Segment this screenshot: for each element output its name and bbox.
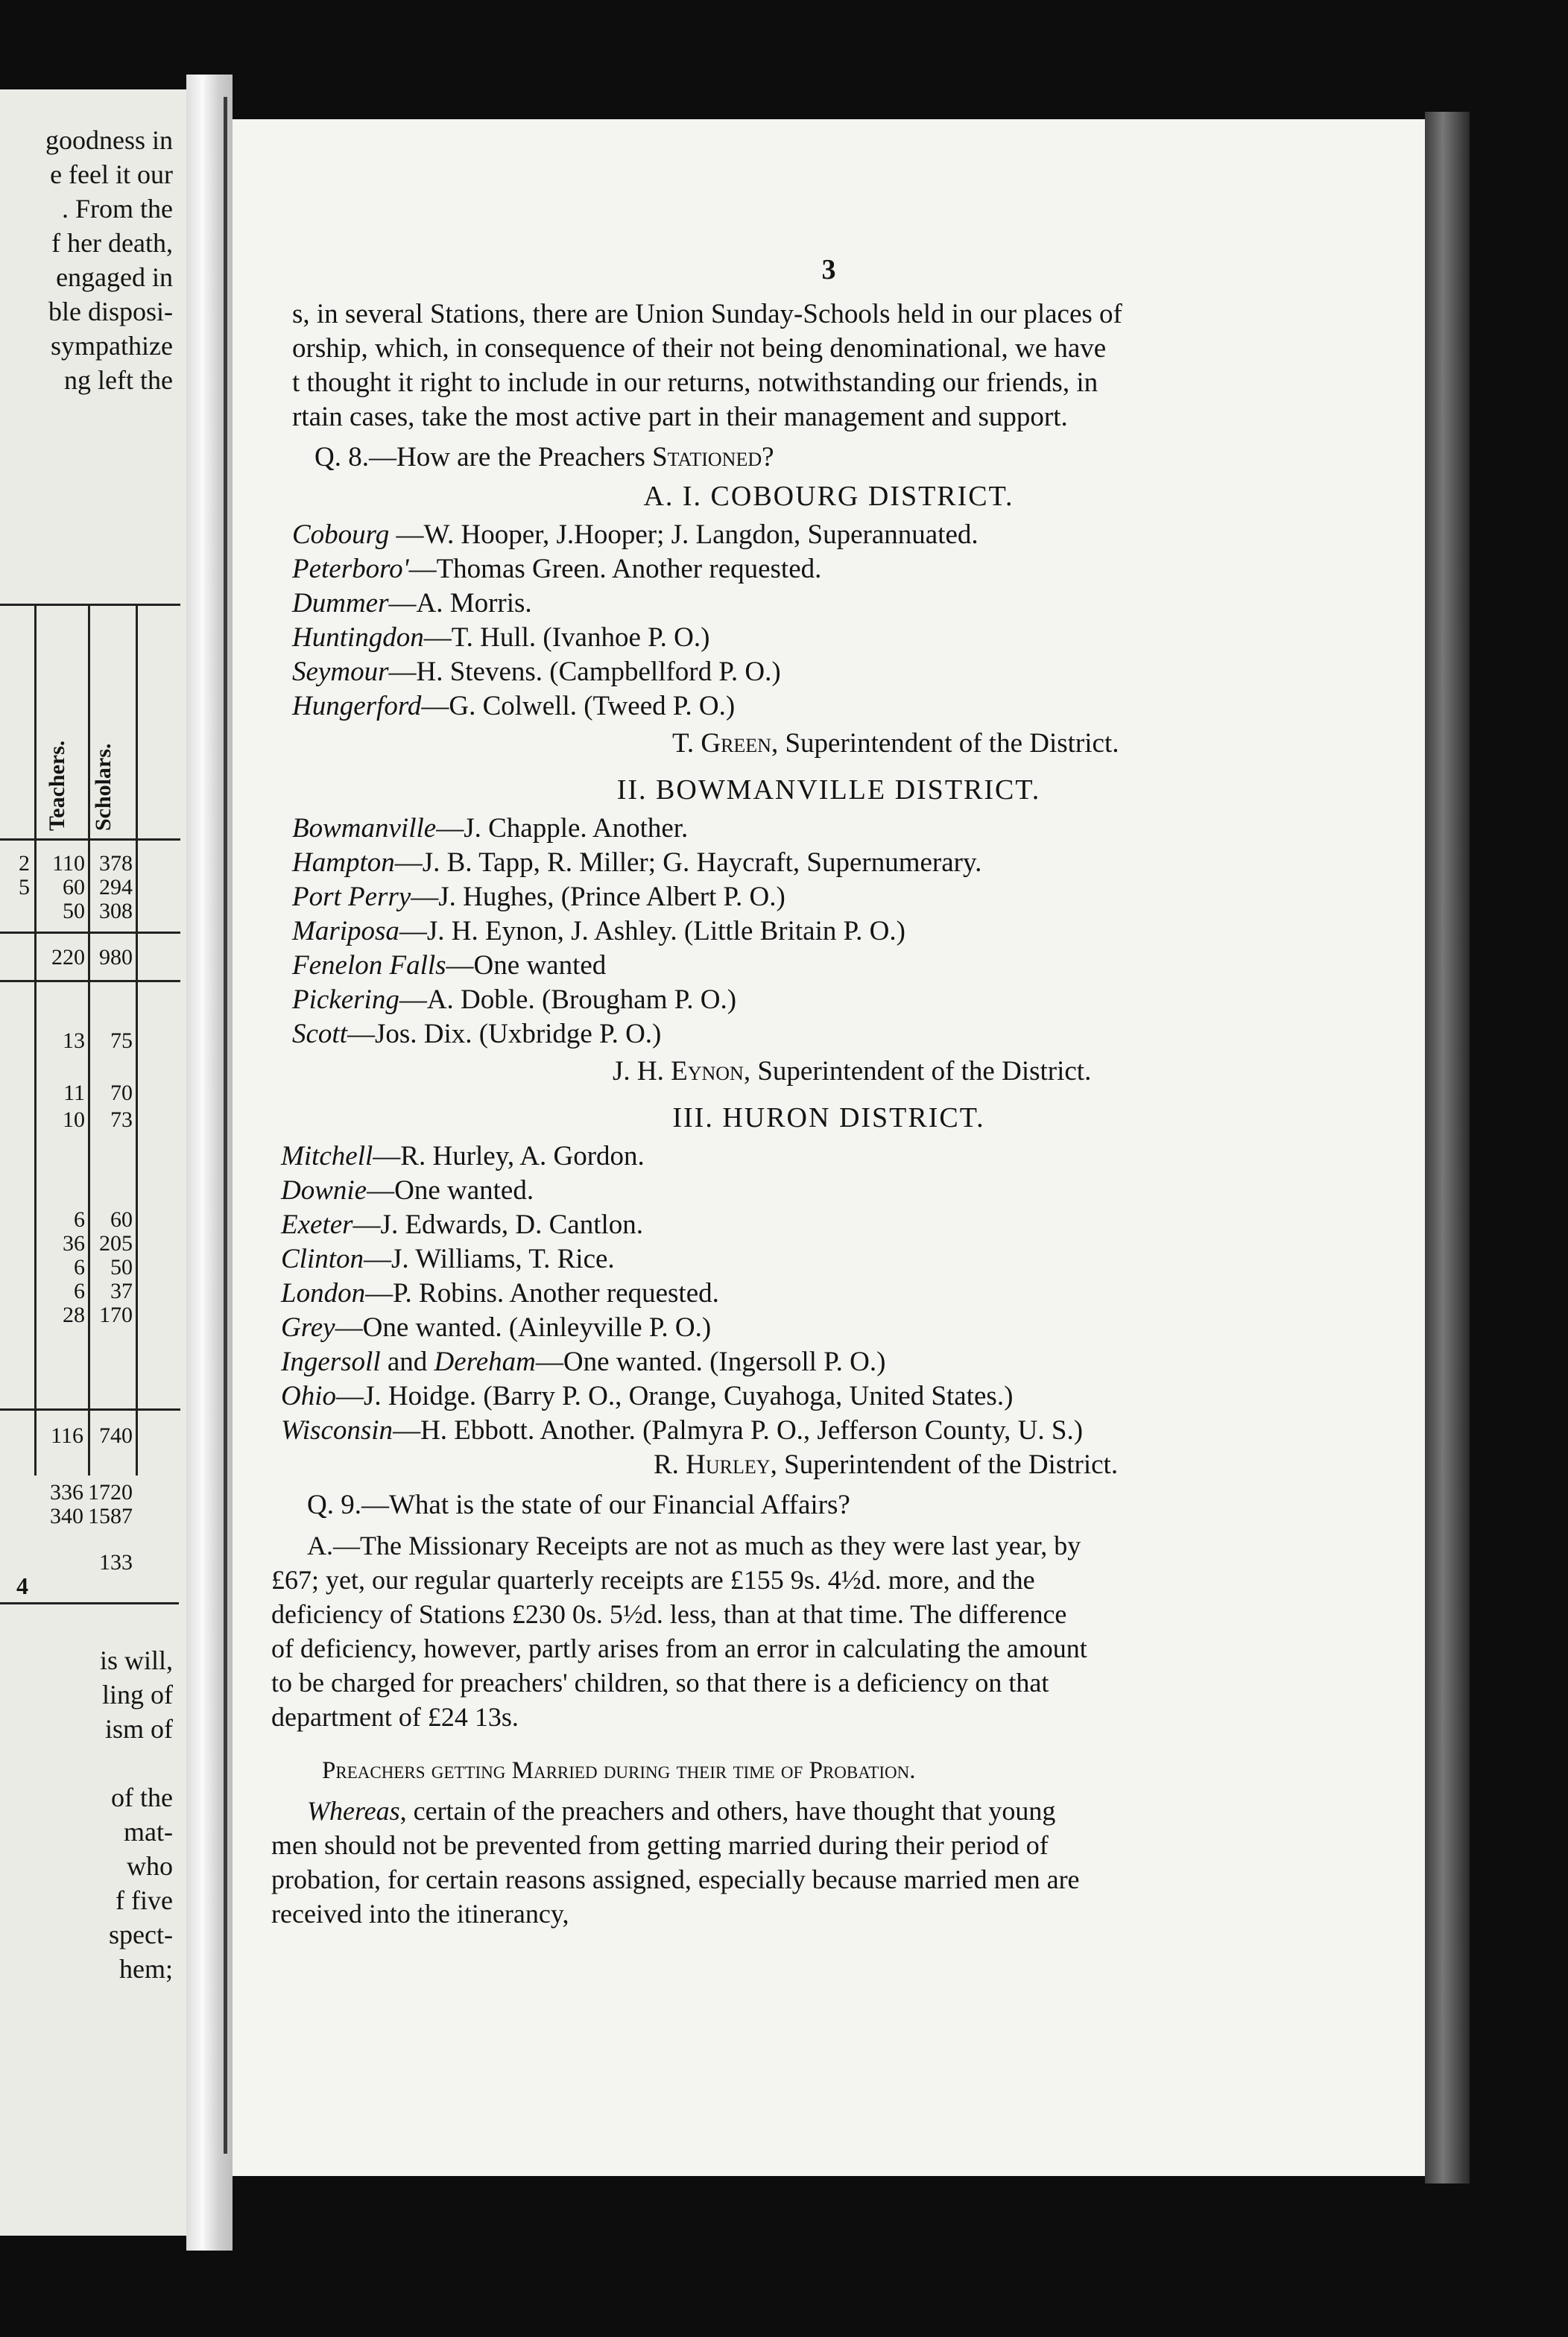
table-cell: 6 <box>74 1255 85 1280</box>
station-entry <box>281 1380 1013 1413</box>
district-heading: II. BOWMANVILLE DISTRICT. <box>616 774 1041 806</box>
station-text: —J. Edwards, D. Cantlon. <box>353 1209 644 1240</box>
station-text: —One wanted. (Ingersoll P. O.) <box>535 1347 886 1377</box>
station-name: Clinton <box>281 1244 364 1274</box>
table-cell: 60 <box>110 1207 133 1232</box>
book-page-3 <box>233 119 1425 2176</box>
left-text-line: f her death, <box>51 228 173 258</box>
table-rule <box>136 604 138 1476</box>
whereas-line: received into the itinerancy, <box>271 1899 569 1929</box>
table-rule <box>0 838 180 841</box>
table-rule <box>0 1408 180 1411</box>
left-text-line: who <box>127 1851 173 1881</box>
whereas-line: probation, for certain reasons assigned, especially because married men are <box>271 1865 1080 1894</box>
station-text: —J. B. Tapp, R. Miller; G. Haycraft, Supernumerary. <box>394 847 982 878</box>
table-cell: 308 <box>99 899 133 923</box>
table-cell: 110 <box>52 851 85 876</box>
section-heading: Preachers getting Married during their time of Probation. <box>322 1757 916 1784</box>
station-entry <box>292 587 532 620</box>
station-name: Bowmanville <box>292 813 437 844</box>
station-text: —H. Ebbott. Another. (Palmyra P. O., Jefferson County, U. S.) <box>393 1415 1084 1446</box>
table-cell: 1587 <box>88 1504 133 1528</box>
table-cell: 133 <box>99 1550 133 1575</box>
station-text: —A. Morris. <box>388 588 532 619</box>
station-entry <box>281 1174 534 1207</box>
whereas-word: Whereas <box>307 1796 400 1826</box>
district-heading: III. HURON DISTRICT. <box>672 1102 985 1133</box>
station-text: —W. Hooper, J.Hooper; J. Langdon, Superannuated. <box>389 519 979 550</box>
station-entry <box>281 1209 643 1242</box>
station-name: London <box>281 1278 366 1309</box>
station-name: Hungerford <box>292 691 422 721</box>
table-cell: 378 <box>99 851 133 876</box>
station-text: —Jos. Dix. (Uxbridge P. O.) <box>347 1019 662 1049</box>
left-text-line: e feel it our <box>50 159 173 189</box>
station-name: Ingersoll <box>281 1347 381 1377</box>
intro-line: s, in several Stations, there are Union Sunday-Schools held in our places of <box>292 299 1122 329</box>
station-text: —A. Doble. (Brougham P. O.) <box>399 984 737 1015</box>
table-cell: 6 <box>74 1279 85 1303</box>
station-entry <box>292 915 905 948</box>
district-heading: A. I. COBOURG DISTRICT. <box>643 481 1014 512</box>
table-rule <box>0 604 180 606</box>
table-cell: 73 <box>110 1107 133 1132</box>
left-text-line: sympathize <box>51 331 173 361</box>
left-text-line: hem; <box>119 1954 173 1984</box>
superintendent-line <box>672 727 1119 760</box>
station-entry <box>281 1140 645 1173</box>
station-text: —J. Williams, T. Rice. <box>364 1244 615 1274</box>
left-text-line: goodness in <box>45 125 173 155</box>
station-entry <box>292 812 688 845</box>
superintendent-name: T. Green <box>672 728 771 759</box>
left-text-line: . From the <box>62 194 173 224</box>
station-entry <box>281 1243 615 1276</box>
station-name: Huntingdon <box>292 622 424 653</box>
station-name: Fenelon Falls <box>292 950 446 981</box>
left-text-line: ling of <box>102 1680 173 1710</box>
whereas-text: , certain of the preachers and others, have thought that young <box>399 1796 1056 1826</box>
station-name: Downie <box>281 1175 367 1206</box>
question-9: Q. 9.—What is the state of our Financial Affairs? <box>307 1490 850 1520</box>
station-text: —J. H. Eynon, J. Ashley. (Little Britain P. O.) <box>399 916 905 946</box>
station-name: Dummer <box>292 588 389 619</box>
table-cell: 116 <box>51 1423 83 1448</box>
station-text: and <box>380 1347 434 1377</box>
station-text: —J. Chapple. Another. <box>436 813 689 844</box>
answer-line: department of £24 13s. <box>271 1702 519 1732</box>
table-cell: 10 <box>63 1107 85 1132</box>
table-cell: 60 <box>63 875 85 899</box>
station-entry <box>292 949 606 982</box>
station-text: —One wanted. <box>367 1175 534 1206</box>
left-text-line: ng left the <box>64 365 173 395</box>
question-8-mark: ? <box>762 442 774 472</box>
superintendent-name: R. Hurley <box>654 1449 771 1480</box>
table-cell: 36 <box>63 1231 85 1256</box>
table-cell: 294 <box>99 875 133 899</box>
station-name: Pickering <box>292 984 399 1015</box>
station-name: Cobourg <box>292 519 390 550</box>
station-name: Seymour <box>292 657 389 687</box>
left-text-line: ble disposi- <box>48 297 173 326</box>
superintendent-title: , Superintendent of the District. <box>771 728 1119 759</box>
station-entry <box>292 553 821 586</box>
table-cell: 37 <box>110 1279 133 1303</box>
superintendent-line <box>613 1055 1091 1088</box>
station-entry <box>292 847 981 879</box>
table-cell: 75 <box>110 1028 133 1053</box>
left-text-line: engaged in <box>56 262 173 292</box>
table-rule <box>0 980 180 982</box>
station-text: —Thomas Green. Another requested. <box>408 554 822 584</box>
table-rule <box>0 932 180 934</box>
station-text: —P. Robins. Another requested. <box>365 1278 719 1309</box>
answer-line: A.—The Missionary Receipts are not as much as they were last year, by <box>307 1531 1081 1560</box>
station-entry <box>292 519 979 551</box>
station-entry <box>281 1312 711 1344</box>
table-cell: 11 <box>63 1081 85 1105</box>
station-entry <box>292 622 709 654</box>
station-entry <box>281 1346 885 1379</box>
intro-line: orship, which, in consequence of their not being denominational, we have <box>292 333 1107 364</box>
station-text: —J. Hoidge. (Barry P. O., Orange, Cuyahoga, United States.) <box>336 1381 1014 1411</box>
answer-line: to be charged for preachers' children, so that there is a deficiency on that <box>271 1668 1049 1698</box>
station-text: —One wanted. (Ainleyville P. O.) <box>335 1312 712 1343</box>
station-text: —T. Hull. (Ivanhoe P. O.) <box>423 622 710 653</box>
station-name: Ohio <box>281 1381 336 1411</box>
station-name: Wisconsin <box>281 1415 393 1446</box>
page-stack-edge <box>1425 112 1470 2183</box>
table-cell: 2 <box>19 851 30 876</box>
table-cell: 50 <box>63 899 85 923</box>
station-entry <box>281 1414 1083 1447</box>
table-cell: 980 <box>99 945 133 970</box>
table-cell: 6 <box>74 1207 85 1232</box>
station-name: Port Perry <box>292 882 411 912</box>
station-text: —J. Hughes, (Prince Albert P. O.) <box>411 882 785 912</box>
table-cell: 28 <box>63 1303 85 1327</box>
question-8-keyword: Stationed <box>652 442 762 472</box>
station-text: —R. Hurley, A. Gordon. <box>373 1141 645 1171</box>
table-header-teachers: Teachers. <box>45 740 69 831</box>
station-name: Hampton <box>292 847 395 878</box>
answer-line: £67; yet, our regular quarterly receipts are £155 9s. 4½d. more, and the <box>271 1565 1035 1595</box>
gutter-binding-line <box>224 97 227 2154</box>
table-cell: 336 <box>50 1480 83 1505</box>
left-text-line: ism of <box>104 1714 173 1744</box>
table-cell: 70 <box>110 1081 133 1105</box>
left-text-line: spect- <box>109 1920 173 1949</box>
whereas-line <box>307 1794 1055 1827</box>
left-text-line: of the <box>111 1783 173 1812</box>
answer-line: of deficiency, however, partly arises from an error in calculating the amount <box>271 1634 1087 1663</box>
intro-line: rtain cases, take the most active part in their management and support. <box>292 402 1068 432</box>
table-rule <box>0 1602 179 1604</box>
station-entry <box>292 881 785 914</box>
superintendent-title: , Superintendent of the District. <box>770 1449 1119 1480</box>
table-cell: 340 <box>50 1504 83 1528</box>
station-entry <box>292 1018 661 1051</box>
question-8 <box>314 441 774 474</box>
table-cell: 1720 <box>88 1480 133 1505</box>
table-header-scholars: Scholars. <box>91 743 116 831</box>
superintendent-line <box>654 1449 1118 1481</box>
intro-line: t thought it right to include in our returns, notwithstanding our friends, in <box>292 367 1098 398</box>
previous-page-fragment <box>0 89 195 2236</box>
left-table-footer-number: 4 <box>16 1572 28 1599</box>
station-entry <box>292 984 736 1016</box>
left-text-line: mat- <box>124 1817 173 1847</box>
left-text-line: is will, <box>99 1645 173 1675</box>
left-text-line: f five <box>116 1885 173 1915</box>
table-cell: 5 <box>19 875 30 899</box>
station-name: Dereham <box>434 1347 536 1377</box>
station-text: —H. Stevens. (Campbellford P. O.) <box>388 657 781 687</box>
page-number: 3 <box>821 254 836 285</box>
table-cell: 220 <box>51 945 85 970</box>
table-cell: 170 <box>99 1303 133 1327</box>
station-entry <box>292 656 781 689</box>
station-name: Mariposa <box>292 916 399 946</box>
superintendent-title: , Superintendent of the District. <box>743 1056 1092 1087</box>
station-text: —One wanted <box>446 950 607 981</box>
station-text: —G. Colwell. (Tweed P. O.) <box>421 691 736 721</box>
question-8-text: Q. 8.—How are the Preachers <box>314 442 653 472</box>
station-name: Scott <box>292 1019 347 1049</box>
station-name: Exeter <box>281 1209 353 1240</box>
station-entry <box>281 1277 719 1310</box>
table-cell: 13 <box>63 1028 85 1053</box>
whereas-line: men should not be prevented from getting married during their period of <box>271 1830 1049 1860</box>
station-name: Grey <box>281 1312 335 1343</box>
table-cell: 50 <box>110 1255 133 1280</box>
table-cell: 740 <box>99 1423 133 1448</box>
superintendent-name: J. H. Eynon <box>613 1056 744 1087</box>
table-cell: 205 <box>99 1231 133 1256</box>
station-entry <box>292 690 735 723</box>
answer-line: deficiency of Stations £230 0s. 5½d. less, than at that time. The difference <box>271 1599 1067 1629</box>
station-name: Peterboro' <box>292 554 409 584</box>
station-name: Mitchell <box>281 1141 373 1171</box>
sunday-school-table <box>0 604 195 1476</box>
